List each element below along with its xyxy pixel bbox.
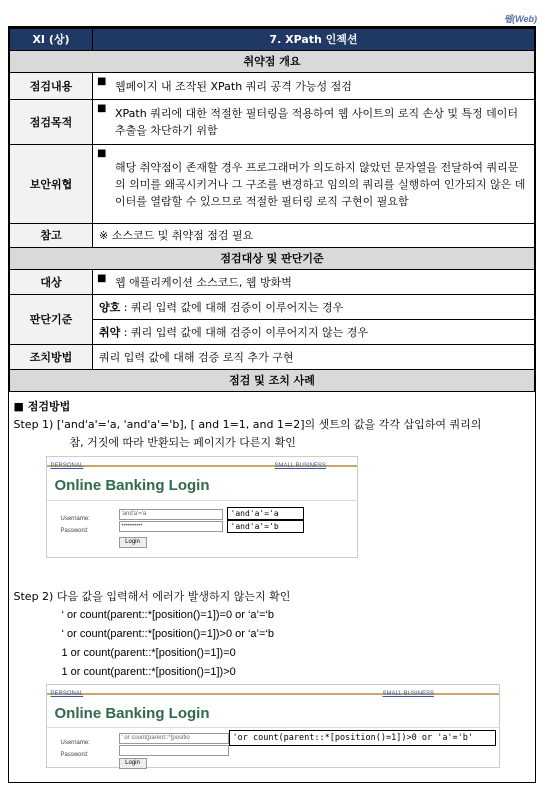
login1-username-input[interactable]: 'and'a'='a <box>119 509 223 520</box>
section-overview: 취약점 개요 <box>10 51 535 73</box>
row-label-reference: 참고 <box>10 224 93 248</box>
login2-title: Online Banking Login <box>54 705 210 722</box>
login1-username-label: Username: <box>60 516 90 522</box>
document <box>8 28 536 783</box>
login1-button[interactable]: Login <box>119 537 147 548</box>
bad-text: : 쿼리 입력 값에 대해 검증이 이루어지지 않는 경우 <box>120 325 368 339</box>
row-text-action: 쿼리 입력 값에 대해 검증 로직 추가 구현 <box>93 345 535 370</box>
bad-key: 취약 <box>99 325 121 339</box>
row-text-good <box>93 295 535 320</box>
row-label-judge: 판단기준 <box>10 295 93 345</box>
row-text-target: ■ 웹 애플리케이션 소스코드, 웹 방화벽 <box>93 270 535 295</box>
step2-line1: Step 2) 다음 값을 입력해서 에러가 발생하지 않는지 확인 <box>13 590 291 603</box>
login1-callout-user: 'and'a'='a <box>227 507 304 520</box>
login1-link-personal: PERSONAL <box>50 463 84 469</box>
login1-rule <box>47 500 357 501</box>
row-label-action: 조치방법 <box>10 345 93 370</box>
row-text-purpose: ■ XPath 쿼리에 대한 적절한 필터링을 적용하여 웹 사이트의 로직 손상 및 특정 데이터 추출을 차단하기 위함 <box>93 100 535 145</box>
payload-3: 1 or count(parent::*[position()=1])=0 <box>61 647 236 659</box>
login1-callout-pass: 'and'a'='b <box>227 520 304 533</box>
row-text-reference: ※ 소스코드 및 취약점 점검 필요 <box>93 224 535 248</box>
row-label-threat: 보안위협 <box>10 145 93 224</box>
good-key: 양호 <box>99 300 121 314</box>
row-label-target: 대상 <box>10 270 93 295</box>
section-example: 점검 및 조치 사례 <box>10 370 535 392</box>
login2-rule <box>47 727 499 728</box>
row-label-content: 점검내용 <box>10 73 93 100</box>
login2-link-personal: PERSONAL <box>50 691 84 697</box>
login1-link-business: SMALL BUSINESS <box>274 463 326 469</box>
login1-title: Online Banking Login <box>54 477 210 494</box>
login-screenshot-2 <box>46 684 500 768</box>
login2-callout: 'or count(parent::*[position()=1])>0 or 'a'='b' <box>229 730 496 746</box>
login1-password-label: Password: <box>60 528 89 534</box>
row-text-bad <box>93 320 535 345</box>
web-category-tag: 웹(Web) <box>503 14 537 24</box>
item-code: XI (상) <box>10 29 93 51</box>
login2-button[interactable]: Login <box>119 758 147 769</box>
payload-2: ‘ or count(parent::*[position()=1])>0 or ‘a’=‘b <box>61 628 274 640</box>
payload-1: ‘ or count(parent::*[position()=1])=0 or ‘a’=‘b <box>61 609 274 621</box>
checklist-table <box>9 28 535 777</box>
good-text: : 쿼리 입력 값에 대해 검증이 이루어지는 경우 <box>120 300 344 314</box>
method-heading: ■ 점검방법 <box>13 400 71 413</box>
section-criteria: 점검대상 및 판단기준 <box>10 248 535 270</box>
login2-password-label: Password: <box>60 752 89 758</box>
login1-password-input[interactable]: •••••••••• <box>119 521 223 532</box>
row-text-threat: ■ 해당 취약점이 존재할 경우 프로그래머가 의도하지 않았던 문자열을 전달하여 쿼리문의 의미를 왜곡시키거나 그 구조를 변경하고 임의의 쿼리를 실행하여 인가되지 않은 데이터를 열람할 수 있으므로 적절한 필터링 로직 구현이 필요함 <box>93 145 535 224</box>
row-text-content: ■ 웹페이지 내 조작된 XPath 쿼리 공격 가능성 점검 <box>93 73 535 100</box>
example-body <box>10 392 535 778</box>
step1-line2: 참, 거짓에 따라 반환되는 페이지가 다른지 확인 <box>69 436 296 449</box>
login2-link-business: SMALL BUSINESS <box>382 691 434 697</box>
login2-username-input[interactable]: ' or count(parent::*[positio <box>119 733 229 744</box>
row-label-purpose: 점검목적 <box>10 100 93 145</box>
login-screenshot-1 <box>46 456 358 558</box>
login2-password-input[interactable] <box>119 745 229 756</box>
login2-username-label: Username: <box>60 740 90 746</box>
item-title: 7. XPath 인젝션 <box>93 29 535 51</box>
payload-4: 1 or count(parent::*[position()=1])>0 <box>61 666 236 678</box>
step1-line1: Step 1) ['and'a'='a, 'and'a'='b], [ and 1=1, and 1=2]의 셋트의 값을 각각 삽입하여 쿼리의 <box>13 418 482 431</box>
